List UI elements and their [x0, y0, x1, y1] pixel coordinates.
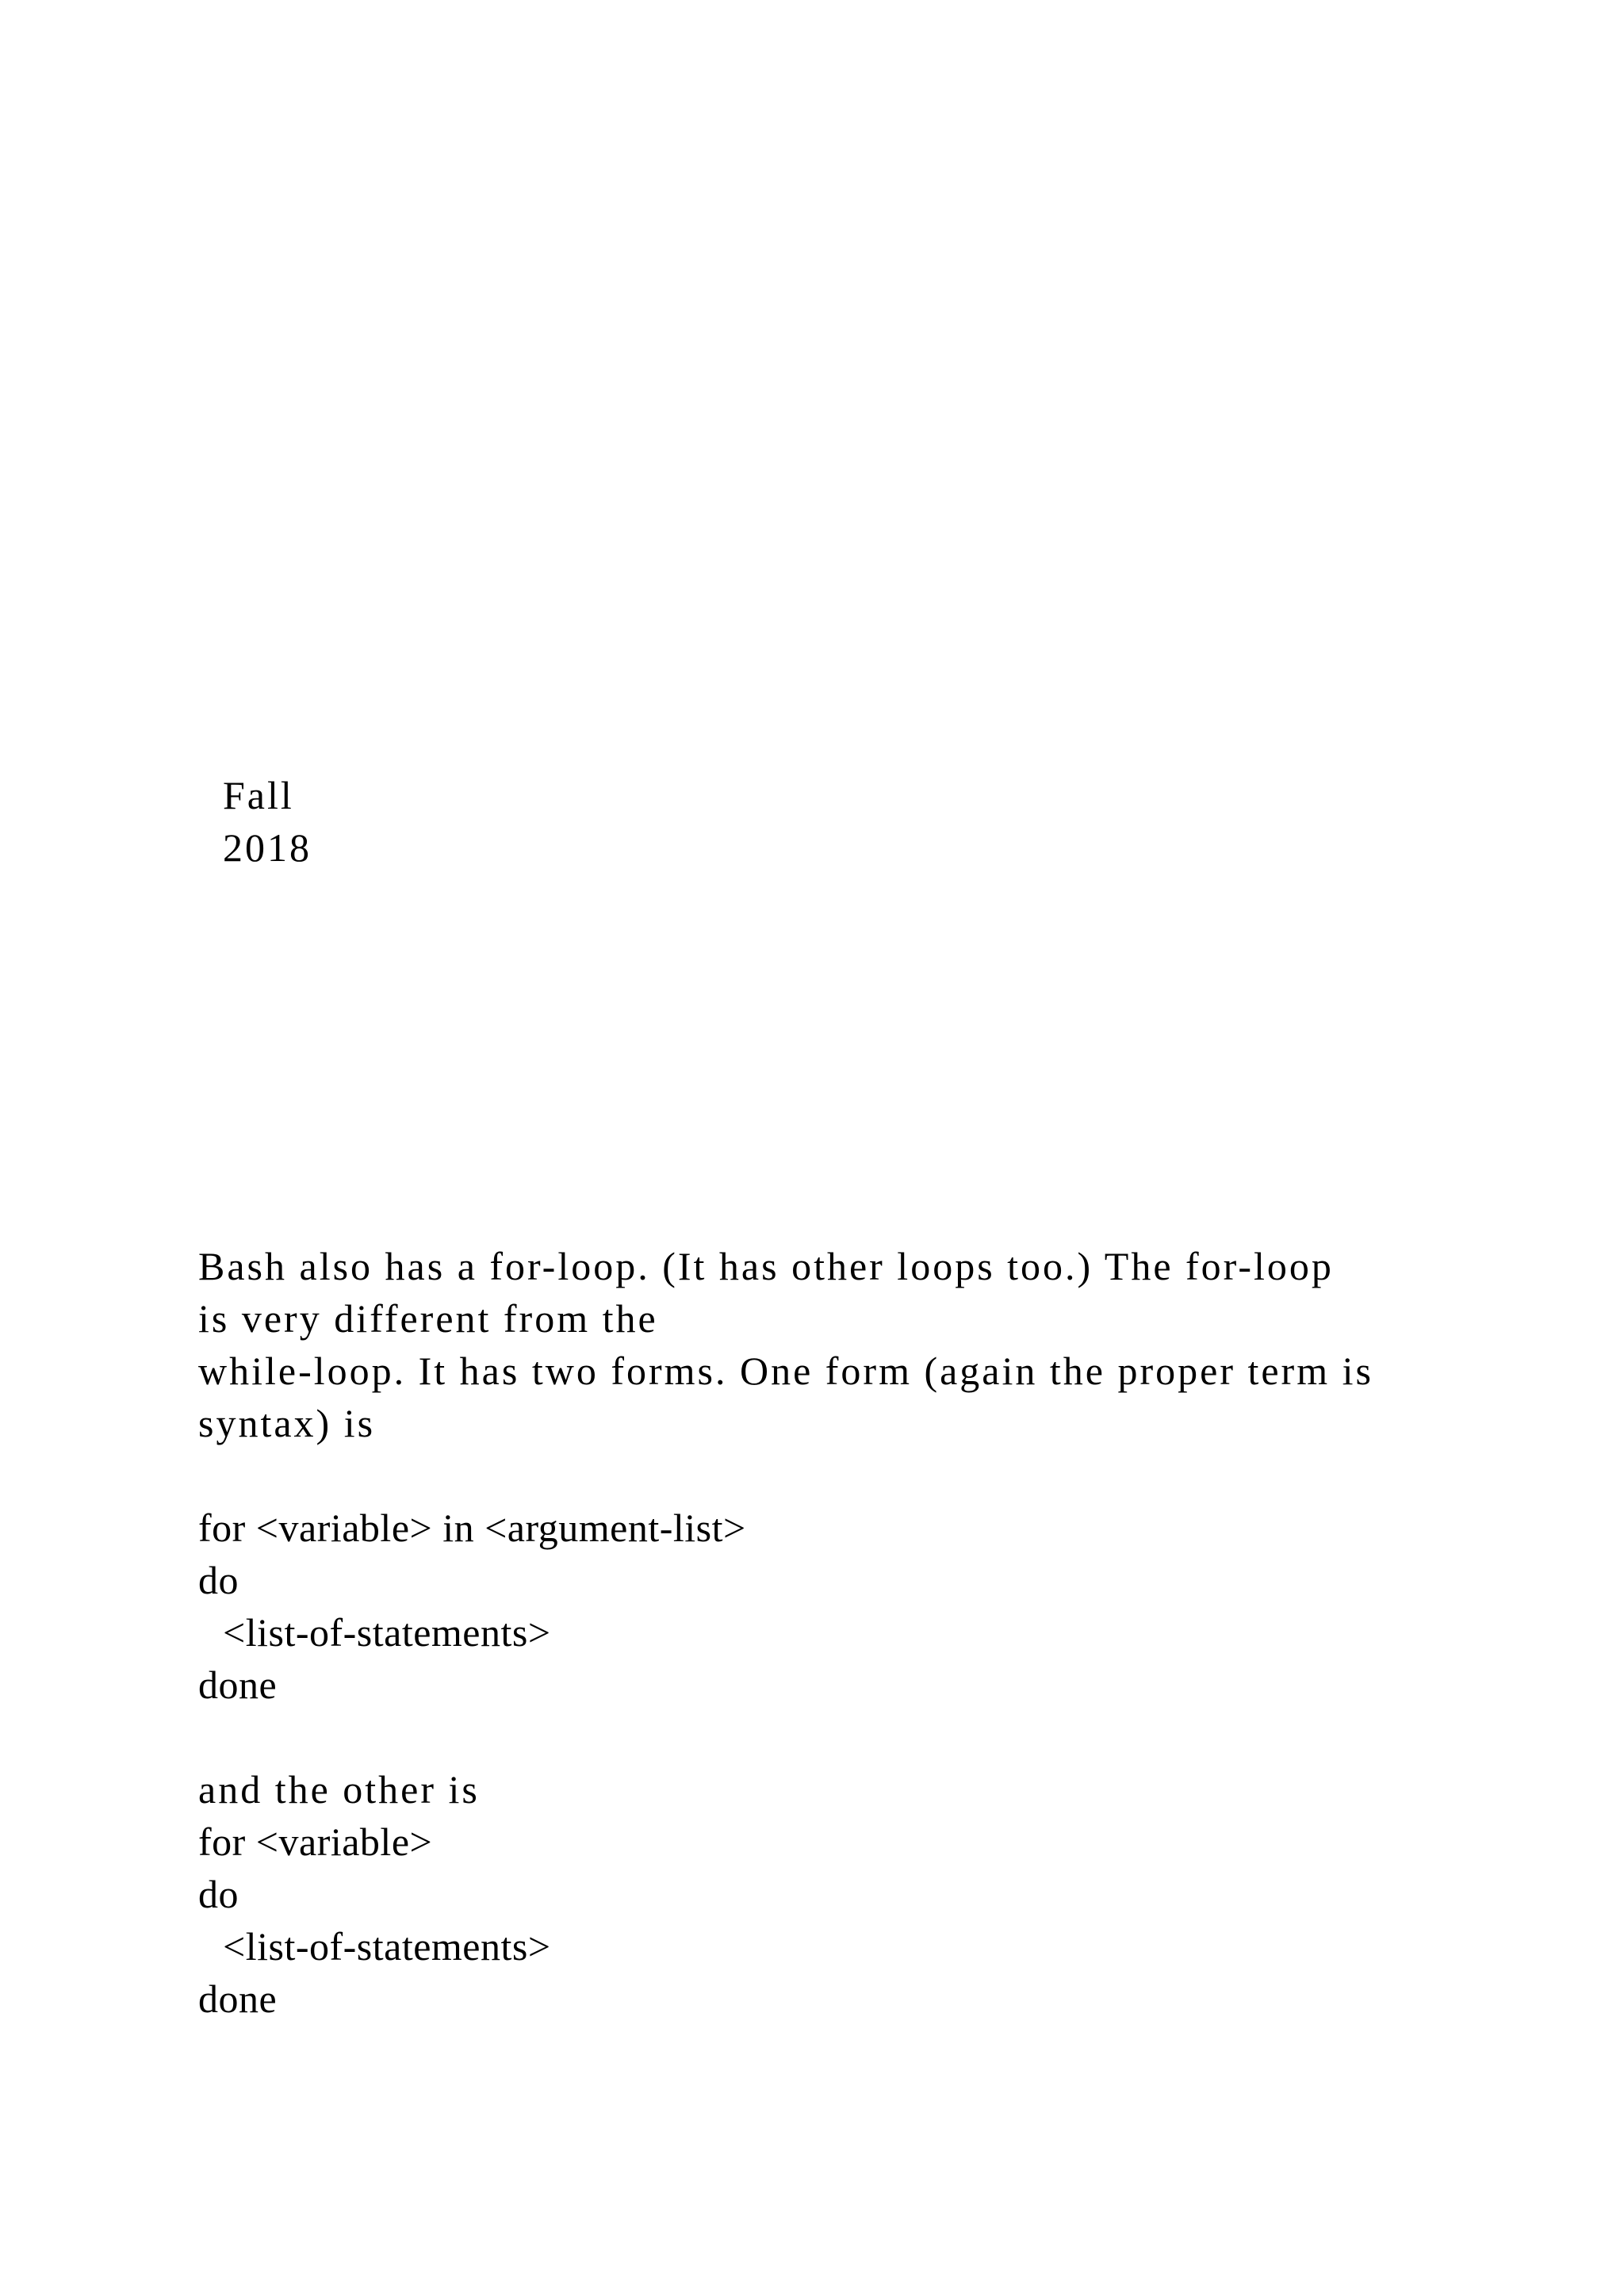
paragraph-line-3: while-loop. It has two forms. One form (again the proper term is [198, 1349, 1373, 1393]
season-label: Fall [223, 773, 294, 817]
form1-line-4: done [198, 1663, 278, 1707]
form2-line-2: do [198, 1872, 239, 1916]
paragraph-line-2: is very different from the [198, 1296, 658, 1341]
connector-line: and the other is [198, 1767, 480, 1812]
form2-line-1: for <variable> [198, 1820, 433, 1864]
paragraph-line-4: syntax) is [198, 1401, 376, 1445]
form1-line-1: for <variable> in <argument-list> [198, 1506, 746, 1550]
form2-line-4: done [198, 1976, 278, 2021]
form1-line-3: <list-of-statements> [223, 1610, 551, 1655]
paragraph-line-1: Bash also has a for-loop. (It has other loops too.) The for-loop [198, 1244, 1334, 1288]
form2-line-3: <list-of-statements> [223, 1924, 551, 1969]
form1-line-2: do [198, 1558, 239, 1602]
year-label: 2018 [223, 825, 312, 870]
